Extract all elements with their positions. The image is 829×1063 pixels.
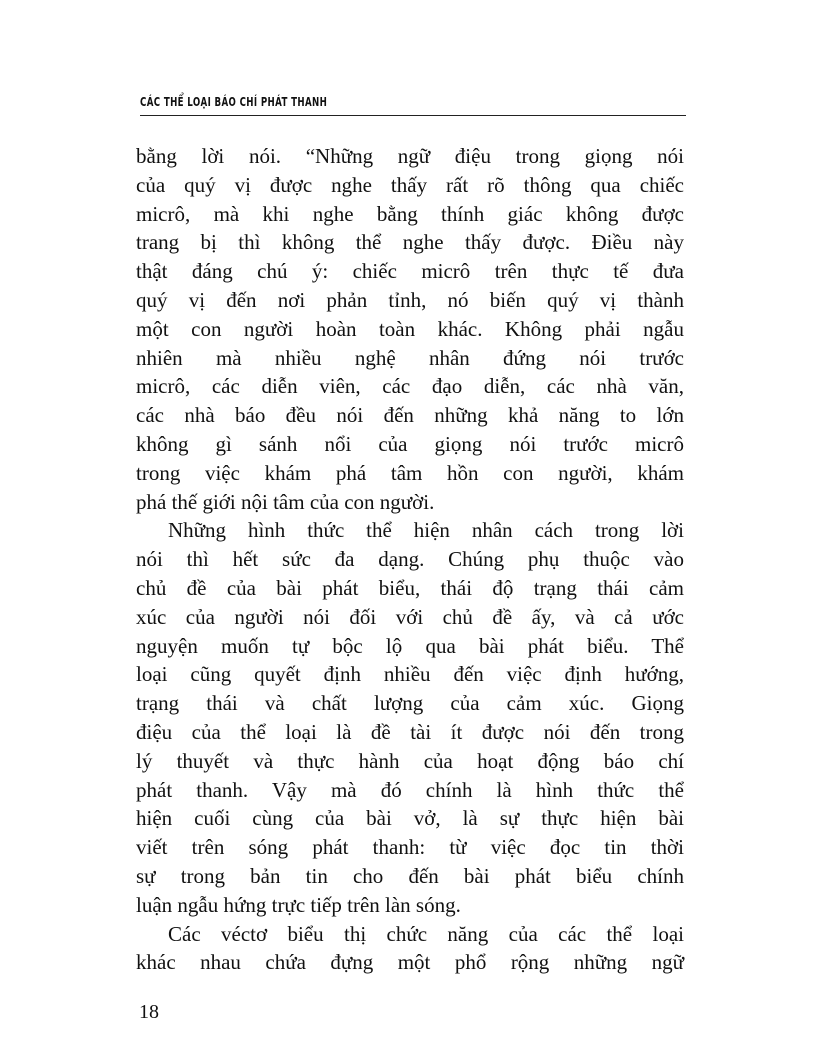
text-line: phá thế giới nội tâm của con người. <box>136 489 435 514</box>
body-text <box>136 142 684 977</box>
text-line: không gì sánh nổi của giọng nói trước micrô <box>136 431 684 456</box>
text-line: micrô, các diễn viên, các đạo diễn, các nhà văn, <box>136 374 684 399</box>
header-rule <box>140 115 686 116</box>
text-line: luận ngẫu hứng trực tiếp trên làn sóng. <box>136 892 461 917</box>
text-line: nhiên mà nhiều nghệ nhân đứng nói trước <box>136 345 684 370</box>
text-line: Các véctơ biểu thị chức năng của các thể loại <box>168 921 684 946</box>
text-line: loại cũng quyết định nhiều đến việc định hướng, <box>136 662 684 687</box>
text-line: một con người hoàn toàn khác. Không phải ngẫu <box>136 316 684 341</box>
running-head: CÁC THỂ LOẠI BÁO CHÍ PHÁT THANH <box>140 95 328 109</box>
text-line: quý vị đến nơi phản tỉnh, nó biến quý vị thành <box>136 287 684 312</box>
page-number: 18 <box>139 1001 159 1023</box>
text-line: phát thanh. Vậy mà đó chính là hình thức thể <box>136 777 684 802</box>
text-line: sự trong bản tin cho đến bài phát biểu chính <box>136 863 684 888</box>
text-line: các nhà báo đều nói đến những khả năng to lớn <box>136 403 684 428</box>
text-line: nói thì hết sức đa dạng. Chúng phụ thuộc vào <box>136 547 684 572</box>
text-line: thật đáng chú ý: chiếc micrô trên thực tế đưa <box>136 259 684 284</box>
text-line: xúc của người nói đối với chủ đề ấy, và cả ước <box>136 604 684 629</box>
text-line: micrô, mà khi nghe bằng thính giác không được <box>136 201 684 226</box>
text-line: bằng lời nói. “Những ngữ điệu trong giọng nói <box>136 144 684 168</box>
text-line: của quý vị được nghe thấy rất rõ thông qua chiếc <box>136 172 684 197</box>
text-line: Những hình thức thể hiện nhân cách trong lời <box>168 518 684 543</box>
text-line: khác nhau chứa đựng một phổ rộng những ngữ <box>136 950 684 975</box>
text-line: lý thuyết và thực hành của hoạt động báo chí <box>136 748 684 773</box>
text-line: chủ đề của bài phát biểu, thái độ trạng thái cảm <box>136 575 684 600</box>
text-line: trạng thái và chất lượng của cảm xúc. Giọng <box>136 691 684 716</box>
text-line: hiện cuối cùng của bài vở, là sự thực hiện bài <box>136 806 684 831</box>
text-line: trong việc khám phá tâm hồn con người, khám <box>136 460 684 485</box>
text-line: nguyện muốn tự bộc lộ qua bài phát biểu. Thể <box>136 633 684 658</box>
text-line: trang bị thì không thể nghe thấy được. Điều này <box>136 230 684 255</box>
text-line: điệu của thể loại là đề tài ít được nói đến trong <box>136 719 684 744</box>
text-line: viết trên sóng phát thanh: từ việc đọc tin thời <box>136 835 684 860</box>
